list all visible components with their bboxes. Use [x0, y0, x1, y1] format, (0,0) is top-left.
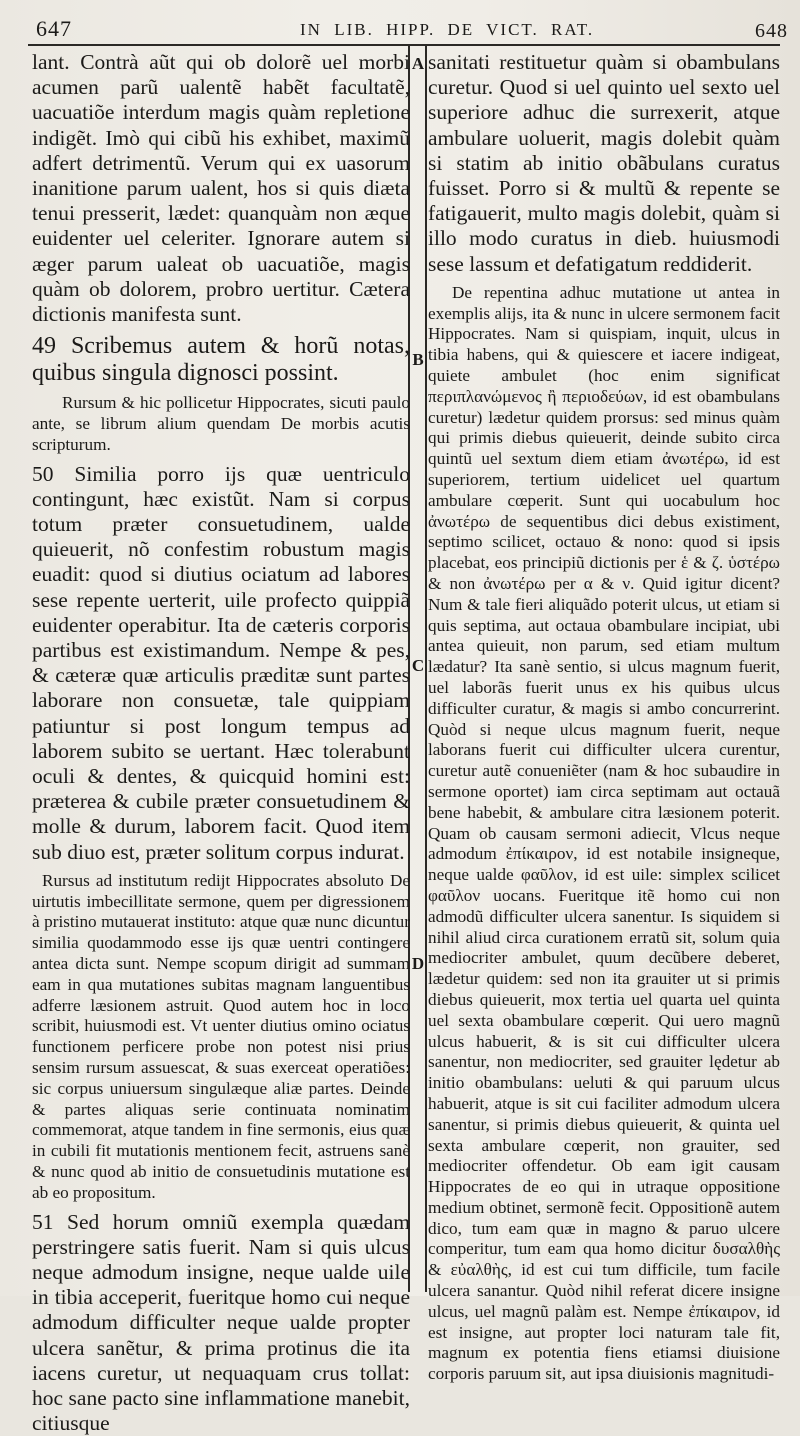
margin-marker-c: C	[411, 656, 425, 675]
page-number-right: 648	[755, 20, 788, 42]
numbered-aphorism	[32, 333, 410, 387]
aphorism-number: 51	[32, 1209, 54, 1234]
margin-marker-d: D	[411, 954, 425, 973]
right-column	[428, 50, 780, 1384]
page-header	[0, 0, 800, 46]
running-head: IN LIB. HIPP. DE VICT. RAT.	[300, 20, 595, 39]
aphorism-text: Sed horum omniũ exempla quædam perstringere satis fuerit. Nam si quis ulcus neque admodum insigne, neque ualde uile in tibia acceperit, fueritque homo cui neque admodum difficulter neque ualde propter ulcera sanẽtur, & prima protinus die ita iacens curetur, ut nequaquam crus tollat: hoc sane pacto sine inflammatione manebit, citiusque	[32, 1209, 410, 1436]
numbered-aphorism	[32, 1210, 410, 1436]
aphorism-text: Scribemus autem & horũ notas, quibus singula dignosci possint.	[32, 333, 411, 387]
commentary-paragraph	[32, 393, 410, 455]
aphorism-text: Similia porro ijs quæ uentriculo contingunt, hæc existũt. Nam si corpus totum præter consuetudinem, ualde quieuerit, nõ confestim robustum magis euadit: quod si diutius ociatum ad labores sese repente uerterit, uile profecto quippiã euidenter operabitur. Ita de cæteris corporis partibus est existimandum. Nempe & pes, & cæteræ quæ articulis præditæ sunt partes laborare non consuetæ, tale quippiam patiuntur si post longum tempus ad laborem subito se uertant. Hæc tolerabunt oculi & dentes, & quicquid homini est: præterea & cubile præter consuetudinem & molle & durum, laborem facit. Quod item sub diuo est, præter solitum corpus indurat.	[32, 461, 410, 864]
left-column	[32, 50, 411, 1436]
page-number-left: 647	[36, 16, 72, 41]
paragraph	[32, 50, 410, 327]
commentary-paragraph	[32, 871, 410, 1204]
commentary-text: Rursum & hic pollicetur Hippocrates, sicuti paulo ante, se librum alium quendam De morbis acutis scripturum.	[32, 393, 410, 454]
commentary-paragraph	[428, 283, 780, 1385]
margin-marker-b: B	[412, 350, 424, 369]
aphorism-number: 50	[32, 461, 54, 486]
aphorism-number: 49	[32, 333, 56, 360]
margin-marker-a: A	[411, 54, 425, 73]
commentary-text: Rursus ad institutum redijt Hippocrates absoluto De uirtutis imbecillitate sermone, quem per digressionem à pristino mutauerat instituto: atque quæ nunc dicuntur similia quodammodo esse ijs quæ uentri contingere antea dicta sunt. Nempe scopum dirigit ad summam eam in qua mutationes subitas magnam languentibus adferre læsionem astruit. Quod autem hoc in loco scribit, huiusmodi est. Vt uenter diutius omino ociatus functionem perficere probe non potest nisi prius sensim rursum assuescat, & suas exerceat operatiões: sic corpus uniuersum singulæque aliæ partes. Deinde & partes aliquas serie continuata nominatim commemorat, atque tandem in fine sermonis, eius quæ in cubili fit mutationis mentionem fecit, astruens sanè & nunc quod ab initio de consuetudinis mutatione est ab eo propositum.	[32, 870, 410, 1202]
paragraph-text: lant. Contrà aũt qui ob dolorẽ uel morbi acumen parũ ualentẽ habẽt facultatẽ, uacuatiõe interdum magis quàm repletione indigẽt. Imò qui cibũ his exhibet, maximũ adfert detrimentũ. Verum qui ex uasorum inanitione parum ualent, hos si quis diæta tenui presserit, lædet: quanquàm non æque euidenter uel celeriter. Ignorare autem si æger parum ualeat ob uacuatiõe, magis quàm ob dolorem, probro uertitur. Cætera dictionis manifesta sunt.	[32, 50, 410, 327]
paragraph	[428, 50, 780, 277]
commentary-text: De repentina adhuc mutatione ut antea in exemplis alijs, ita & nunc in ulcere sermonem facit Hippocrates. Nam si quispiam, inquit, ulcus in tibia habens, qui & quiescere et iacere indigeat, quiete ambulet (hoc enim significat περιπλανώμενος ἢ περιοδεύων, id est obambulans curetur) lædetur quidem prorsus: sed minus quàm qui primis diebus quieuerit, deinde subito circa quintũ uel sextum diem etiam ἀνωτέρω, id est superiorem, tertium uidelicet uel quartum ambulare cœperit. Sunt qui uocabulum hoc ἀνωτέρω de sequentibus dici debus existiment, septimo scilicet, octauo & nono: quod si ipsis placebat, eos principiũ dictionis per ἑ & ζ. ὑστέρω & non ἀνωτέρω per α & ν. Quid igitur dicent? Num & tale fieri aliquãdo poterit ulcus, ut etiam si quis septima, aut octaua obambulare incipiat, ubi antea quieuit, non parum, sed etiam multum lædatur? Ita sanè sentio, si ulcus magnum fuerit, uel laborãs fuerit unus ex his quibus ulcus difficulter curatur, & magis si ambo concurrerint. Quòd si neque ulcus magnum fuerit, neque laborans fuerit cui difficulter ulcera curentur, curetur autẽ conueniẽter (nam & hoc subaudire in sermone oportet) iam circa septimam aut octauã bene habebit, & ambulare citra læsionem poterit. Quam ob causam sermoni adiecit, Vlcus neque admodum ἐπίκαιρον, id est notabile insigneque, neque ualde φαῦλον, id est uile: simplex scilicet φαῦλον uocans. Fueritque itẽ homo cui non admodũ difficulter ulcera sanentur. Is siquidem si nihil aliud circa curationem erratũ sit, solum quia mediocriter ambulet, quum decũbere deberet, lædetur quidem: sed non ita grauiter ut si primis diebus quieuerit, mox tertia uel quarta uel quinta uel sexta obambulare cœperit. Qui uero magnũ ulcus habuerit, & is sit cui difficulter ulcera sanentur, non mediocriter, sed grauiter lędetur ab initio obambulans: ueluti & qui paruum ulcus habuerit, atque is sit cui faciliter admodum ulcera sanentur, si primis diebus quieuerit, & quinta uel sexta ambulare cœperit, non grauiter, sed mediocriter offendetur. Ob eam igit causam Hippocrates de eo qui in utraque oppositione medium obtinet, sermonẽ fecit. Oppositionẽ autem dico, tum eam quæ in magno & paruo ulcere comperitur, tum eam qua homo dicitur δυσαλθὴς & εὐαλθὴς, id est cui tum difficile, tum facile ulcera sanantur. Quòd nihil referat dicere insigne ulcus, uel magnũ palàm est. Nempe ἐπίκαιρον, id est insigne, aut propter loci naturam tale fit, magnum ex potentia fiens etiamsi diuisione corporis paruum sit, aut ipsa diuisionis magnitudi-	[428, 282, 780, 1384]
numbered-aphorism	[32, 462, 410, 865]
paragraph-text: sanitati restituetur quàm si obambulans curetur. Quod si uel quinto uel sexto uel superiore adhuc die surrexerit, atque ambulare uoluerit, magis dolebit quàm si statim ab initio obãbulans curatus fuisset. Porro si & multũ & repente se fatigauerit, multo magis dolebit, quàm si illo modo curatus in dieb. huiusmodi sese lassum et defatigatum reddiderit.	[428, 50, 780, 276]
header-rule	[28, 44, 780, 46]
